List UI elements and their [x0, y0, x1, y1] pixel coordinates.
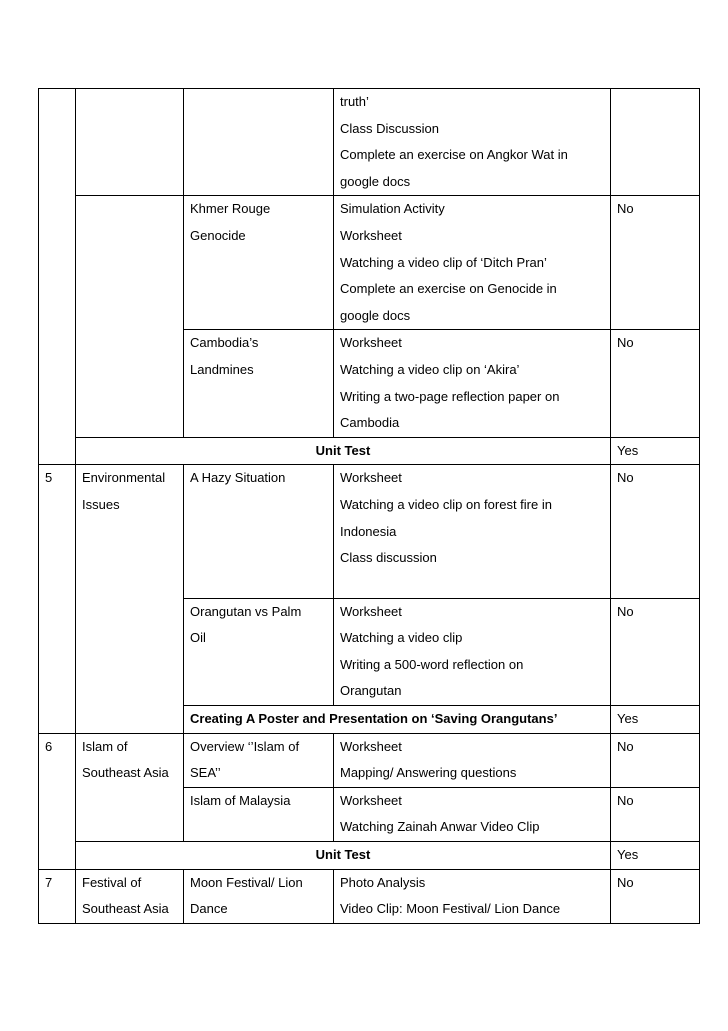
lesson-cell	[184, 787, 334, 841]
activity-line: Worksheet	[340, 792, 402, 808]
activity-line: Mapping/ Answering questions	[340, 765, 517, 781]
activities-cell	[334, 196, 611, 330]
activities-cell	[334, 787, 611, 841]
lesson-line: Moon Festival/ Lion	[190, 874, 303, 890]
week-cell: 5	[39, 465, 76, 733]
topic-cell	[76, 733, 184, 841]
activity-line: Worksheet	[340, 603, 402, 619]
topic-line: Issues	[82, 496, 120, 512]
poster-task-label: Creating A Poster and Presentation on ‘Saving Orangutans’	[184, 706, 611, 734]
activity-line: Complete an exercise on Genocide in	[340, 281, 557, 297]
lesson-line: Cambodia’s	[190, 335, 259, 351]
lesson-cell	[184, 196, 334, 330]
table-row-festival	[39, 869, 700, 923]
activities-cell	[334, 465, 611, 598]
activity-line: google docs	[340, 307, 411, 323]
table-row-khmer-rouge	[39, 196, 700, 330]
topic-cell	[76, 196, 184, 330]
lesson-line: SEA’’	[190, 765, 221, 781]
activity-line: Cambodia	[340, 415, 400, 431]
topic-cell	[76, 465, 184, 733]
assessment-cell: Yes	[611, 706, 700, 734]
activity-line: Writing a two-page reflection paper on	[340, 388, 560, 404]
lesson-line: A Hazy Situation	[190, 470, 286, 486]
table-row-unit-test	[39, 437, 700, 465]
activity-line: Complete an exercise on Angkor Wat in	[340, 147, 568, 163]
activity-line: Indonesia	[340, 523, 397, 539]
table-row-landmines	[39, 330, 700, 437]
activity-line: Photo Analysis	[340, 874, 426, 890]
assessment-cell	[611, 89, 700, 196]
assessment-cell: No	[611, 733, 700, 787]
activity-line: Worksheet	[340, 470, 402, 486]
activity-line: Watching a video clip	[340, 630, 463, 646]
lesson-cell	[184, 869, 334, 923]
topic-line: Festival of	[82, 874, 142, 890]
table-row-islam-overview	[39, 733, 700, 787]
lesson-cell	[184, 733, 334, 787]
activity-line: Video Clip: Moon Festival/ Lion Dance	[340, 901, 561, 917]
lesson-line: Genocide	[190, 227, 246, 243]
assessment-cell: No	[611, 465, 700, 598]
table-row-unit-test	[39, 842, 700, 870]
assessment-cell: No	[611, 330, 700, 437]
lesson-cell	[184, 330, 334, 437]
activities-cell	[334, 869, 611, 923]
week-cell: 7	[39, 869, 76, 923]
assessment-cell: No	[611, 598, 700, 705]
lesson-cell	[184, 89, 334, 196]
activity-line: Writing a 500-word reflection on	[340, 656, 524, 672]
activity-line: Class discussion	[340, 550, 437, 566]
lesson-line: Khmer Rouge	[190, 201, 271, 217]
unit-test-label: Unit Test	[76, 437, 611, 465]
lesson-cell	[184, 598, 334, 705]
topic-cell	[76, 330, 184, 437]
assessment-cell: No	[611, 787, 700, 841]
activities-cell	[334, 89, 611, 196]
activities-cell	[334, 598, 611, 705]
unit-test-label: Unit Test	[76, 842, 611, 870]
table-row-hazy-situation	[39, 465, 700, 598]
activity-line: Watching a video clip on forest fire in	[340, 496, 552, 512]
lesson-cell	[184, 465, 334, 598]
activity-line: Orangutan	[340, 683, 402, 699]
week-cell	[39, 89, 76, 465]
table-row-angkor	[39, 89, 700, 196]
lesson-line: Landmines	[190, 361, 254, 377]
activity-line: Worksheet	[340, 738, 402, 754]
topic-line: Environmental	[82, 470, 166, 486]
topic-line: Southeast Asia	[82, 901, 169, 917]
lesson-line: Dance	[190, 901, 228, 917]
activity-line: google docs	[340, 173, 411, 189]
topic-line: Southeast Asia	[82, 765, 169, 781]
topic-line: Islam of	[82, 738, 128, 754]
lesson-line: Orangutan vs Palm	[190, 603, 302, 619]
lesson-line: Oil	[190, 630, 206, 646]
activity-line: Class Discussion	[340, 120, 439, 136]
activity-line: Watching Zainah Anwar Video Clip	[340, 819, 540, 835]
blank-space	[340, 572, 604, 598]
activity-line: Watching a video clip of ‘Ditch Pran’	[340, 254, 547, 270]
assessment-cell: Yes	[611, 842, 700, 870]
activity-line: Worksheet	[340, 335, 402, 351]
topic-cell	[76, 869, 184, 923]
lesson-line: Islam of Malaysia	[190, 792, 291, 808]
activity-line: Simulation Activity	[340, 201, 445, 217]
topic-cell	[76, 89, 184, 196]
assessment-cell: Yes	[611, 437, 700, 465]
activity-line: Worksheet	[340, 227, 402, 243]
activity-line: Watching a video clip on ‘Akira’	[340, 361, 520, 377]
lesson-line: Overview ‘’Islam of	[190, 738, 300, 754]
activity-line: truth’	[340, 94, 369, 109]
activities-cell	[334, 733, 611, 787]
lesson-plan-table	[38, 88, 700, 924]
week-cell: 6	[39, 733, 76, 869]
activities-cell	[334, 330, 611, 437]
assessment-cell: No	[611, 869, 700, 923]
assessment-cell: No	[611, 196, 700, 330]
